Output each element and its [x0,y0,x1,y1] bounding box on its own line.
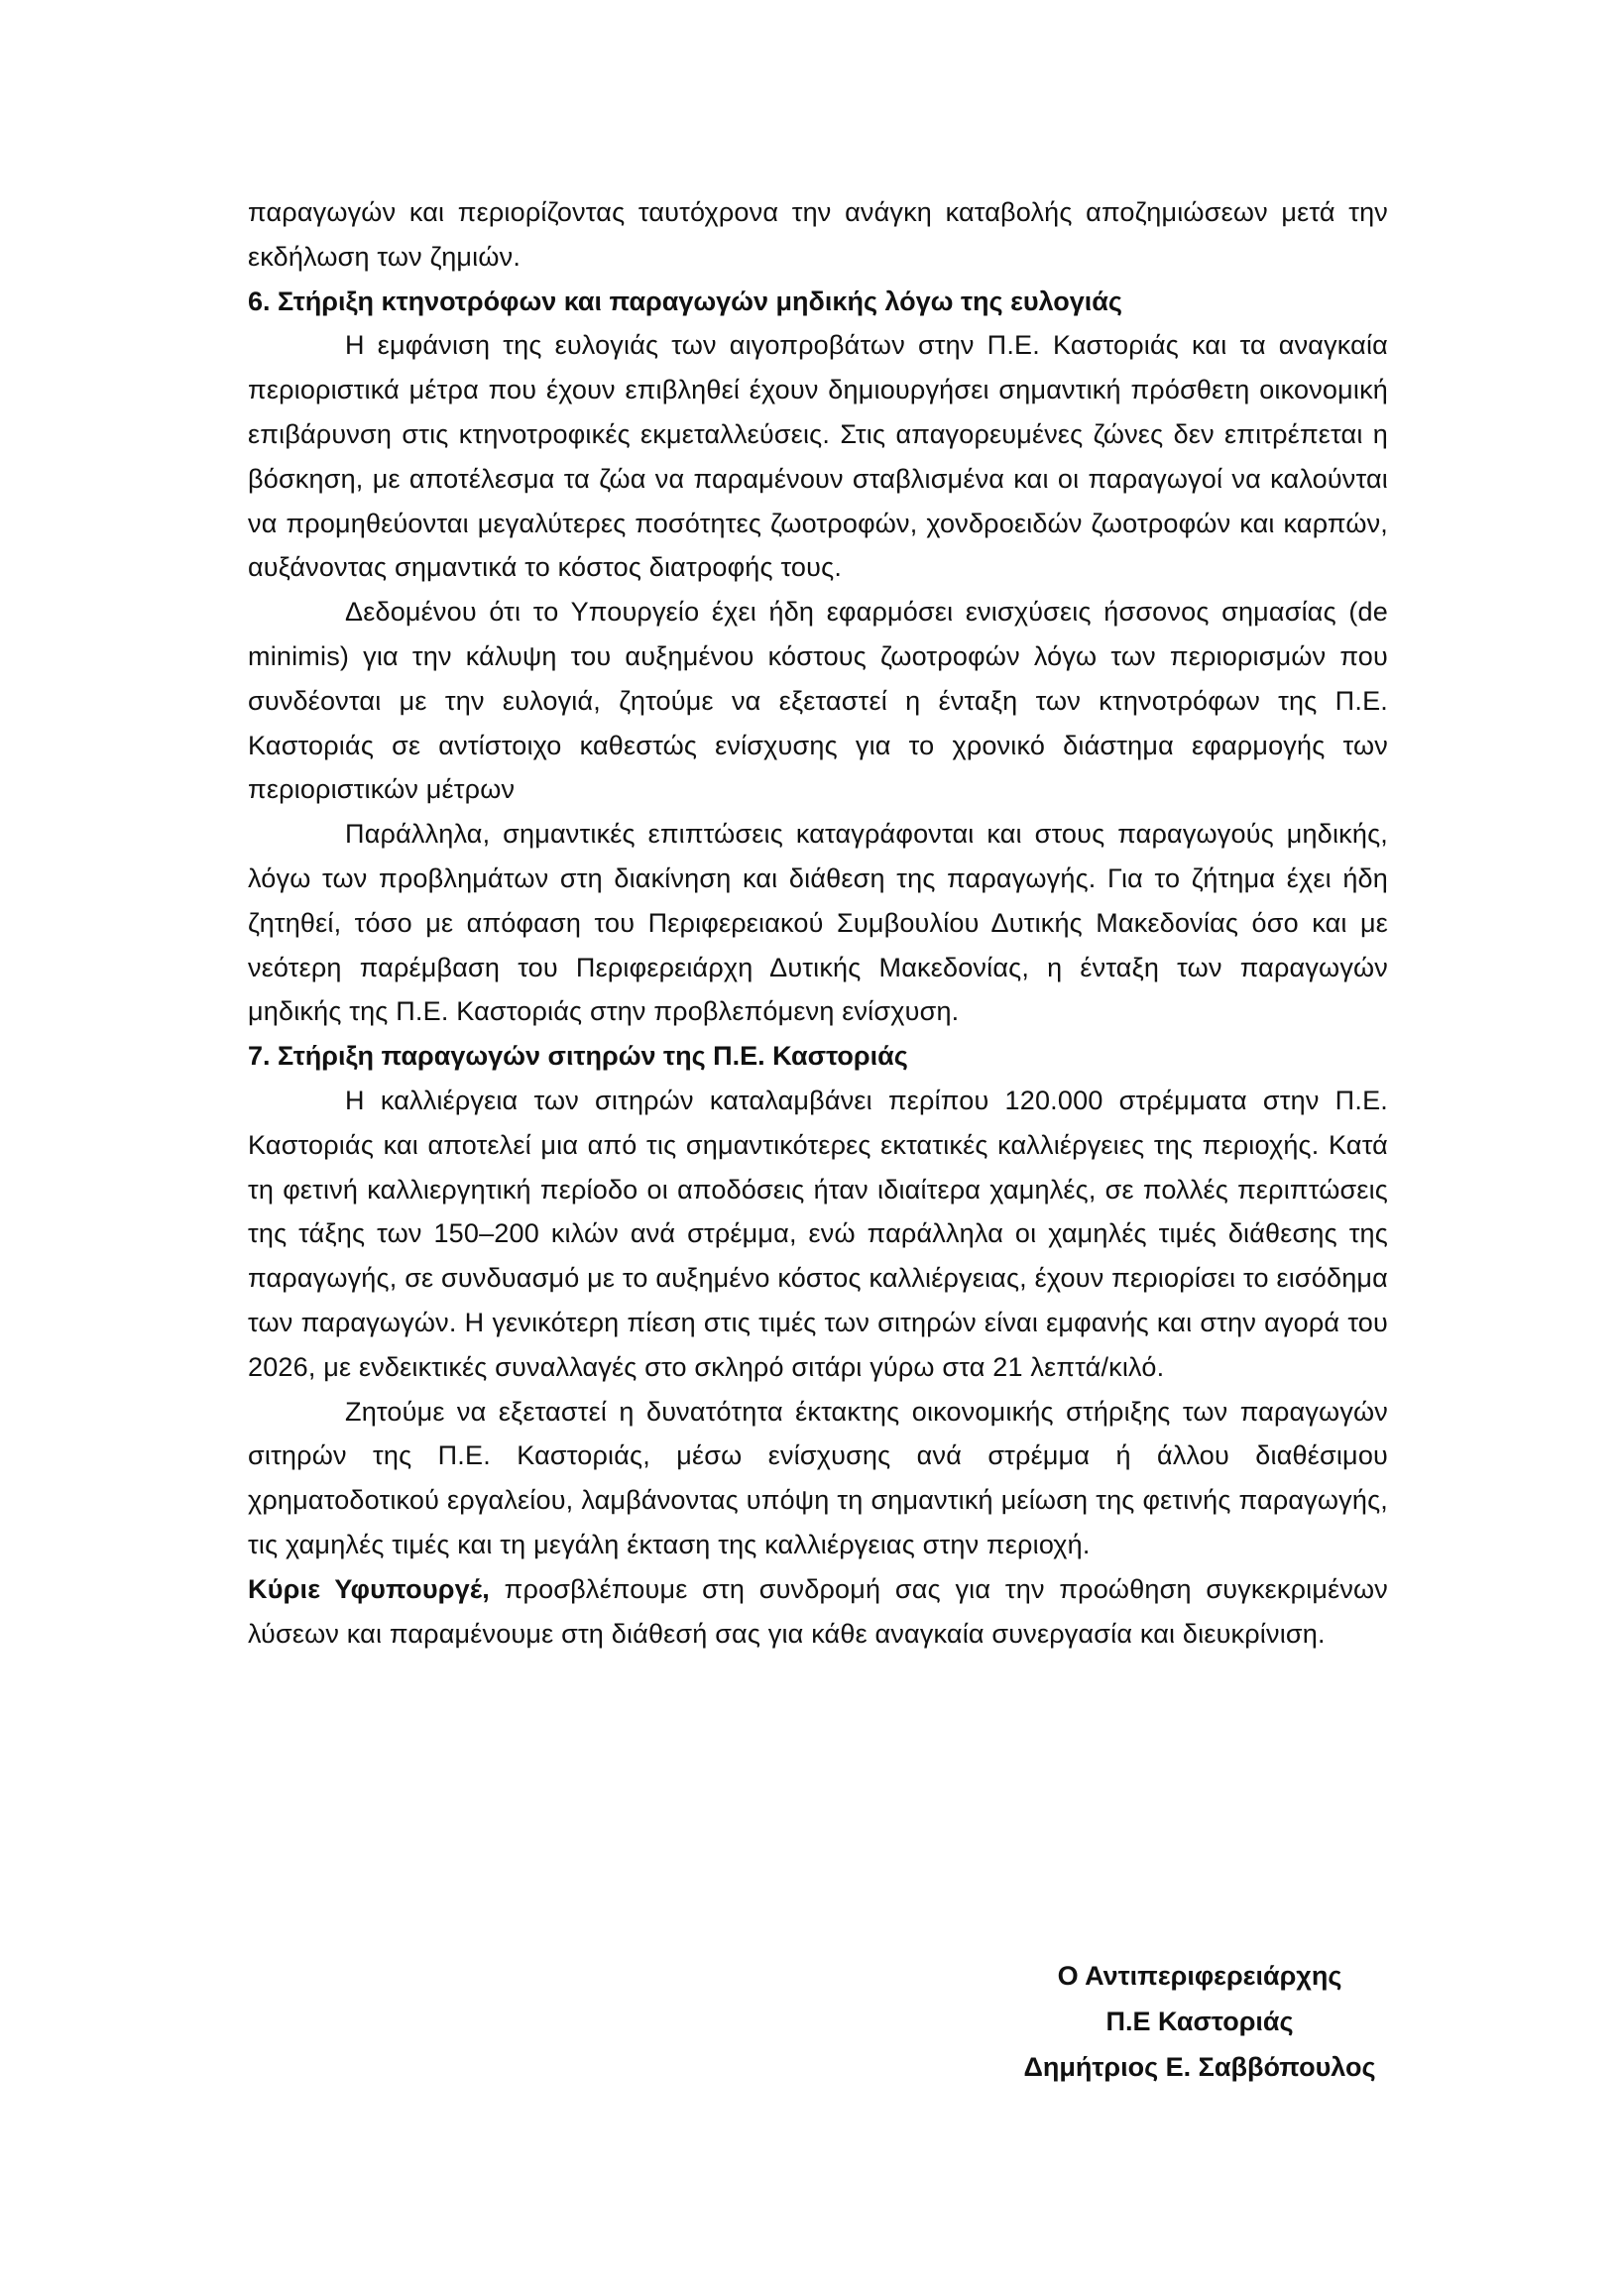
intro-paragraph: παραγωγών και περιορίζοντας ταυτόχρονα την ανάγκη καταβολής αποζημιώσεων μετά την εκδήλωση των ζημιών. [248,197,1388,272]
section-6-heading: 6. Στήριξη κτηνοτρόφων και παραγωγών μηδικής λόγω της ευλογιάς [248,286,1122,316]
closing-paragraph [248,1567,1388,1657]
closing-salutation: Κύριε Υφυπουργέ, [248,1573,490,1604]
section-6-paragraph-3: Παράλληλα, σημαντικές επιπτώσεις καταγράφονται και στους παραγωγούς μηδικής, λόγω των προβλημάτων στη διακίνηση και διάθεση της παραγωγής. Για το ζήτημα έχει ήδη ζητηθεί, τόσο με απόφαση του Περιφερειακού Συμβουλίου Δυτικής Μακεδονίας όσο και με νεότερη παρέμβαση του Περιφερειάρχη Δυτικής Μακεδονίας, η ένταξη των παραγωγών μηδικής της Π.Ε. Καστοριάς στην προβλεπόμενη ενίσχυση. [248,819,1388,1027]
section-7-heading: 7. Στήριξη παραγωγών σιτηρών της Π.Ε. Καστοριάς [248,1041,908,1072]
closing-text: προσβλέπουμε στη συνδρομή σας για την προώθηση συγκεκριμένων λύσεων και παραμένουμε στη διάθεσή σας για κάθε αναγκαία συνεργασία και διευκρίνιση. [248,1573,1388,1649]
section-7-paragraph-1: Η καλλιέργεια των σιτηρών καταλαμβάνει περίπου 120.000 στρέμματα στην Π.Ε. Καστοριάς και αποτελεί μια από τις σημαντικότερες εκτατικές καλλιέργειες της περιοχής. Κατά τη φετινή καλλιεργητική περίοδο οι αποδόσεις ήταν ιδιαίτερα χαμηλές, σε πολλές περιπτώσεις της τάξης των 150–200 κιλών ανά στρέμμα, ενώ παράλληλα οι χαμηλές τιμές διάθεσης της παραγωγής, σε συνδυασμό με το αυξημένο κόστος καλλιέργειας, έχουν περιορίσει το εισόδημα των παραγωγών. Η γενικότερη πίεση στις τιμές των σιτηρών είναι εμφανής και στην αγορά του 2026, με ενδεικτικές συναλλαγές στο σκληρό σιτάρι γύρω στα 21 λεπτά/κιλό. [248,1085,1388,1382]
letter-body [248,190,1388,1656]
section-6-paragraph-2: Δεδομένου ότι το Υπουργείο έχει ήδη εφαρμόσει ενισχύσεις ήσσονος σημασίας (de minimis) για την κάλυψη του αυξημένου κόστους ζωοτροφών λόγω των περιορισμών που συνδέονται με την ευλογιά, ζητούμε να εξεταστεί η ένταξη των κτηνοτρόφων της Π.Ε. Καστοριάς σε αντίστοιχο καθεστώς ενίσχυσης για το χρονικό διάστημα εφαρμογής των περιοριστικών μέτρων [248,597,1388,805]
section-7-paragraph-2: Ζητούμε να εξεταστεί η δυνατότητα έκτακτης οικονομικής στήριξης των παραγωγών σιτηρών της Π.Ε. Καστοριάς, μέσω ενίσχυσης ανά στρέμμα ή άλλου διαθέσιμου χρηματοδοτικού εργαλείου, λαμβάνοντας υπόψη τη σημαντική μείωση της φετινής παραγωγής, τις χαμηλές τιμές και τη μεγάλη έκταση της καλλιέργειας στην περιοχή. [248,1396,1388,1559]
signature-block [1001,1953,1398,2090]
signatory-unit: Π.Ε Καστοριάς [1105,2007,1294,2036]
section-6-paragraph-1: Η εμφάνιση της ευλογιάς των αιγοπροβάτων στην Π.Ε. Καστοριάς και τα αναγκαία περιοριστικά μέτρα που έχουν επιβληθεί έχουν δημιουργήσει σημαντική πρόσθετη οικονομική επιβάρυνση στις κτηνοτροφικές εκμεταλλεύσεις. Στις απαγορευμένες ζώνες δεν επιτρέπεται η βόσκηση, με αποτέλεσμα τα ζώα να παραμένουν σταβλισμένα και οι παραγωγοί να καλούνται να προμηθεύονται μεγαλύτερες ποσότητες ζωοτροφών, χονδροειδών ζωοτροφών και καρπών, αυξάνοντας σημαντικά το κόστος διατροφής τους. [248,330,1388,583]
signatory-title: Ο Αντιπεριφερειάρχης [1057,1961,1342,1991]
signatory-name: Δημήτριος Ε. Σαββόπουλος [1023,2052,1376,2082]
